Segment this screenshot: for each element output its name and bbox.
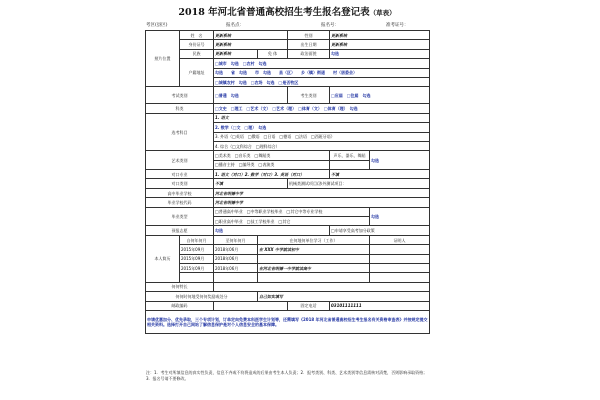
resume-r2-start[interactable]: 2015年09月 — [180, 254, 214, 263]
item-4[interactable]: 4. 综合（□文科综合 □理科综合） — [214, 141, 430, 150]
village-note[interactable]: □城镇农村 勾选 □农场 勾选 □是否牧区 — [214, 77, 430, 86]
item-2[interactable]: 2. 数学（□文 □理） 勾选 — [214, 123, 430, 132]
birth-value[interactable]: 更新系统 — [330, 40, 430, 49]
category-label: 考试类别 — [146, 87, 214, 104]
unit-label: 毕业类型 — [146, 207, 214, 226]
unit-right[interactable]: 勾选 — [370, 207, 430, 226]
edu-right: 机械类测试项目/涉外测试项目： — [288, 179, 430, 188]
pre-right[interactable]: □申请享受高考加分政策 — [330, 226, 430, 235]
art-right-label: 声乐、器乐、舞蹈 — [330, 151, 370, 160]
resume-r1-start[interactable]: 2015年09月 — [180, 245, 214, 254]
hukou-address[interactable]: 勾选 省 勾选 市 勾选 县（区） 乡（镇）街道 村（居委会） — [214, 68, 430, 77]
school-label: 高中毕业学校 — [146, 188, 214, 197]
station-label: 报名点： — [226, 23, 244, 28]
id-label: 身份证号 — [180, 40, 214, 49]
test-right[interactable]: 不填 — [330, 170, 430, 179]
test-label: 对口专业 — [146, 170, 214, 179]
ethnic-value[interactable]: 更新系统 — [214, 49, 258, 58]
special-label: 何何特长 — [146, 282, 214, 291]
unit-options[interactable]: □普通高中毕业 □中等职业学校毕业 □其它中等专业学校 — [214, 207, 370, 216]
item-1: 1. 语文 — [214, 113, 430, 122]
test-value: 1. 语文（对口）2. 数学（对口）3. 英语（对口） — [214, 170, 330, 179]
candidate-type-options[interactable]: □应届 □往届 勾选 — [330, 87, 430, 104]
award-label: 何何时何地受何何奖励或处分 — [146, 292, 258, 301]
art-label: 艺术类别 — [146, 151, 214, 170]
resume-r3-place[interactable]: 在河北省明德一中学就读高中 — [258, 263, 370, 272]
ethnic-label: 民族 — [180, 49, 214, 58]
resume-h1: 自何年何月 — [180, 235, 214, 244]
tel-value[interactable]: 03101111111 — [330, 301, 430, 310]
resume-h2: 至何年何月 — [214, 235, 258, 244]
pre-label: 预报志愿 — [146, 226, 214, 235]
politics-value[interactable]: 勾选 — [330, 49, 430, 58]
resume-r2-witness[interactable] — [370, 254, 430, 263]
tel-label: 固定电话 — [288, 301, 330, 310]
exam-area-label: 考区(县区) — [146, 23, 168, 28]
resume-h3: 在何地何单位学习（工作） — [258, 235, 370, 244]
resume-r4-witness[interactable] — [370, 273, 430, 282]
policy-notice: 申请优惠加分、优先录取，三个专项计划，订单定向免费本科医学生计划等，还需填写《2018 年河北省普通高校招生考生报名有关资格审查表》并按规定提交相关资料。选择打开自己网站了解信息保护是对个人信息安全的基本保障。 — [146, 310, 430, 333]
school-value[interactable]: 河北省明德中学 — [214, 188, 430, 197]
category-options[interactable]: □普通 勾选 — [214, 87, 288, 104]
resume-r4-place[interactable] — [258, 273, 370, 282]
birth-label: 出生日期 — [288, 40, 330, 49]
items-label: 选考科目 — [146, 113, 214, 151]
hukou-label: 户籍地址 — [180, 59, 214, 87]
resume-r2-end[interactable]: 2018年06月 — [214, 254, 258, 263]
art-right-value[interactable]: 勾选 — [370, 151, 430, 170]
unit-options-2[interactable]: □职业高中毕业 □技工学校毕业 □其它 — [214, 217, 370, 226]
resume-h4: 证明人 — [370, 235, 430, 244]
gender-value[interactable]: 更新系统 — [330, 31, 430, 40]
photo-cell[interactable]: 照片位置 — [146, 31, 180, 87]
title-draft: （草表） — [369, 9, 396, 17]
id-value[interactable]: 更新系统 — [214, 40, 288, 49]
registration-table — [145, 30, 430, 334]
name-value[interactable]: 更新系统 — [214, 31, 288, 40]
art-options[interactable]: □美术类 □音乐类 □舞蹈类 — [214, 151, 330, 160]
art-options-2[interactable]: □播音主持 □编导类 □表演类 — [214, 160, 330, 169]
pre-value[interactable]: 勾选 — [214, 226, 330, 235]
politics-label: 政治面貌 — [288, 49, 330, 58]
title-text: 2018 年河北省普通高校招生考生报名登记表 — [178, 7, 370, 18]
hukou-options[interactable]: □城市 勾选 □农村 勾选 — [214, 59, 430, 68]
resume-r3-witness[interactable] — [370, 263, 430, 272]
resume-r2-place[interactable] — [258, 254, 370, 263]
award-value[interactable]: 自己如实填写 — [258, 292, 430, 301]
resume-r3-start[interactable]: 2015年09月 — [180, 263, 214, 272]
post-value[interactable] — [214, 301, 288, 310]
grad-label: 毕业学校代码 — [146, 198, 214, 207]
item-3[interactable]: 3. 外语（□英语 □俄语 □日语 □德语 □法语 □西班牙语） — [214, 132, 430, 141]
footnote: 注：1．考生对所填信息的真实性负责，信息不齐或不符将造成的后果由考生本人负责；2．报考类别、科类、艺术类别等信息需核对清楚，否则影响录取资格；3．报名号请不要修改。 — [146, 370, 428, 381]
resume-r4-start[interactable] — [180, 273, 214, 282]
resume-label: 本人简历 — [146, 235, 180, 282]
number-label: 报名号： — [321, 23, 339, 28]
subject-options[interactable]: □文史 □理工 □艺术（文） □艺术（理） □体育（文） □体育（理） 勾选 — [214, 104, 430, 113]
special-value[interactable] — [214, 282, 430, 291]
subject-label: 科类 — [146, 104, 214, 113]
form-title — [142, 4, 432, 18]
grad-value[interactable]: 河北省明德中学 — [214, 198, 430, 207]
resume-r1-place[interactable]: 在 XXX 中学就读初中 — [258, 245, 370, 254]
name-label: 姓 名 — [180, 31, 214, 40]
exempt-label: 免 体 — [258, 49, 288, 58]
resume-r4-end[interactable] — [214, 273, 258, 282]
category-note: 考生类别 — [288, 87, 330, 104]
resume-r1-end[interactable]: 2018年06月 — [214, 245, 258, 254]
type-value[interactable]: 不填 — [214, 179, 288, 188]
gender-label: 性别 — [288, 31, 330, 40]
type-label: 对口类别 — [146, 179, 214, 188]
exam-no-label: 准考证号： — [386, 23, 409, 28]
resume-r1-witness[interactable] — [370, 245, 430, 254]
post-label: 邮政编码 — [146, 301, 214, 310]
resume-r3-end[interactable]: 2018年06月 — [214, 263, 258, 272]
